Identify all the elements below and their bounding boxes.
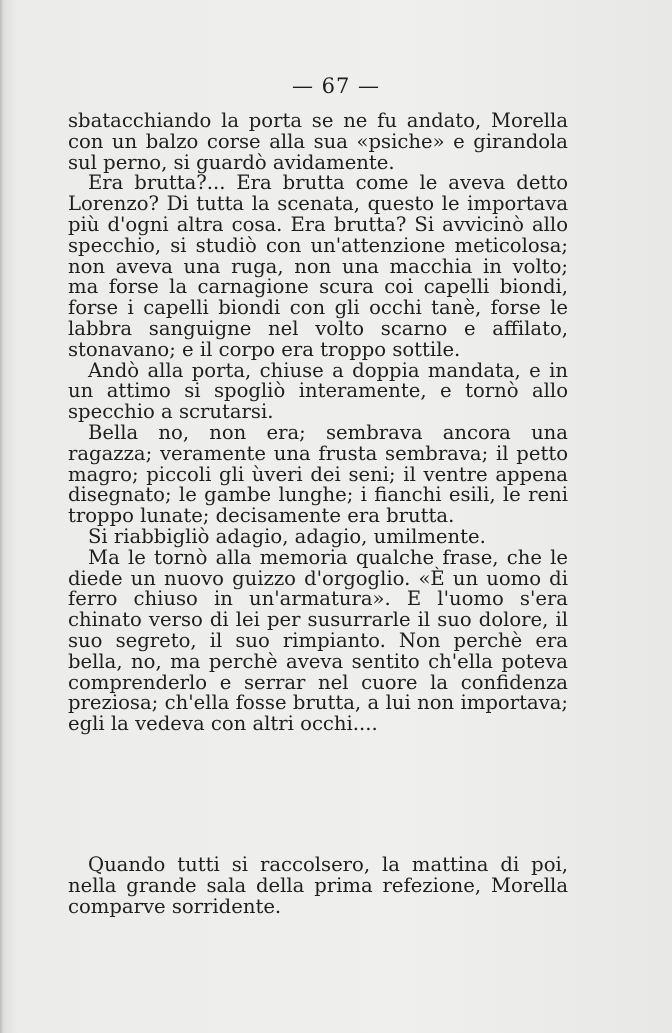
paragraph-6: Ma le tornò alla memoria qualche frase, che le diede un nuovo guizzo d'orgoglio. «È un uomo di ferro chiuso in un'armatura». E l'uomo s'era chinato verso di lei per susurrarle il suo dolore, il suo segreto, il suo rimpianto. Non perchè era bella, no, ma perchè aveva sentito ch'ella poteva comprenderlo e serrar nel cuore la confidenza preziosa; ch'ella fosse brutta, a lui non importava; egli la vedeva con altri occhi.... xyxy=(68,545,568,736)
closing-text-block xyxy=(68,855,568,917)
paragraph-1: sbatacchiando la porta se ne fu andato, Morella con un balzo corse alla sua «psiche» e girandola sul perno, si guardò avidamente. xyxy=(68,109,568,174)
page-spine-shadow xyxy=(0,0,4,1033)
paragraph-2: Era brutta?... Era brutta come le aveva detto Lorenzo? Di tutta la scenata, questo le importava più d'ogni altra cosa. Era brutta? Si avvicinò allo specchio, si studiò con un'attenzione meticolosa; non aveva una ruga, non una macchia in volto; ma forse la carnagione scura coi capelli biondi, forse i capelli biondi con gli occhi tanè, forse le labbra sanguigne nel volto scarno e affilato, stonavano; e il corpo era troppo sottile. xyxy=(68,171,568,361)
paragraph-5: Si riabbigliò adagio, adagio, umilmente. xyxy=(88,524,486,548)
paragraph-4: Bella no, non era; sembrava ancora una ragazza; veramente una frusta sembrava; il petto magro; piccoli gli ùveri dei seni; il ventre appena disegnato; le gambe lunghe; i fianchi esili, le reni troppo lunate; decisamente era brutta. xyxy=(68,420,568,528)
closing-paragraph: Quando tutti si raccolsero, la mattina di poi, nella grande sala della prima refezione, Morella comparve sorridente. xyxy=(68,853,568,918)
paragraph-3: Andò alla porta, chiuse a doppia mandata, e in un attimo si spogliò interamente, e tornò allo specchio a scrutarsi. xyxy=(68,358,568,424)
main-text-block xyxy=(68,111,568,735)
page-number: — 67 — xyxy=(291,74,381,98)
